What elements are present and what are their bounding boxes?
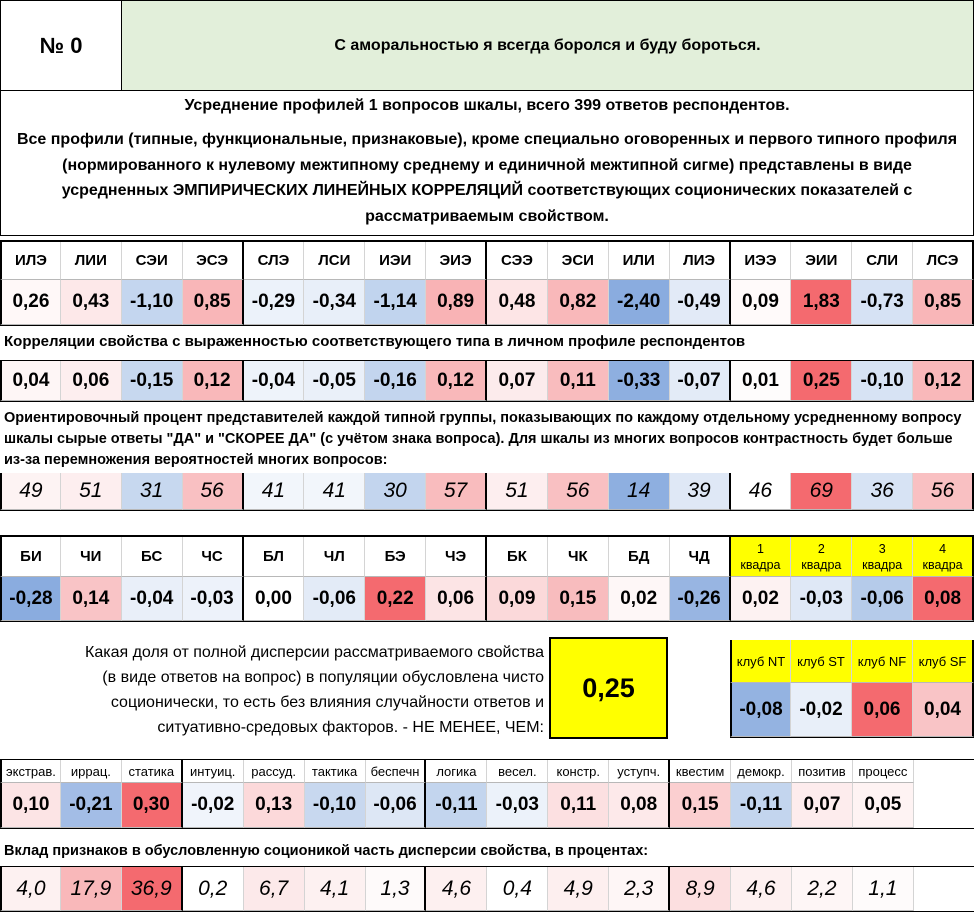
contrib-note: Вклад признаков в обусловленную соционикой часть дисперсии свойства, в процентах: xyxy=(4,843,649,859)
description: Все профили (типные, функциональные, признаковые), кроме специально оговоренных и первого типного профиля (нормированного к нулевому межтипному среднему и единичной межтипной сигме) представлены в виде усредненных ЭМПИРИЧЕСКИХ ЛИНЕЙНЫХ КОРРЕЛЯЦИЙ соответствующих соционических показателей с рассматриваемым свойством. xyxy=(0,121,974,236)
type-pct-cell: 51 xyxy=(487,473,548,510)
function-label: БИ xyxy=(0,537,61,577)
sign-value-cell: -0,11 xyxy=(426,783,487,828)
function-value-cell: 0,02 xyxy=(731,577,792,621)
type-profile-cell: 0,09 xyxy=(731,280,792,325)
corr-note: Корреляции свойства с выраженностью соответствующего типа в личном профиле респондентов xyxy=(4,333,746,350)
sign-contrib-cell: 2,2 xyxy=(792,867,853,911)
subtitle: Усреднение профилей 1 вопросов шкалы, всего 399 ответов респондентов. xyxy=(0,91,974,121)
function-value-cell: -0,26 xyxy=(670,577,731,621)
sign-label: уступч. xyxy=(609,760,670,783)
type-label: СЭЭ xyxy=(487,242,548,280)
sign-contrib-cell: 0,4 xyxy=(487,867,548,911)
function-value-cell: -0,06 xyxy=(852,577,913,621)
sign-value-cell: 0,05 xyxy=(853,783,914,828)
type-pct-cell: 49 xyxy=(0,473,61,510)
sign-label: беспечн xyxy=(366,760,427,783)
type-profile-cell: 0,43 xyxy=(61,280,122,325)
type-corr-cell: -0,05 xyxy=(304,361,365,401)
type-corr-cell: 0,12 xyxy=(913,361,974,401)
sign-contrib-cell: 1,1 xyxy=(853,867,914,911)
club-value-cell: -0,08 xyxy=(730,683,791,737)
type-profile-cell: -0,49 xyxy=(670,280,731,325)
quadra-label: 2 квадра xyxy=(791,537,852,577)
type-label: ИЭИ xyxy=(365,242,426,280)
type-label: ИЛИ xyxy=(609,242,670,280)
function-value-cell: -0,28 xyxy=(0,577,61,621)
type-pct-cell: 56 xyxy=(913,473,974,510)
club-value-cell: -0,02 xyxy=(791,683,852,737)
function-value-cell: -0,06 xyxy=(304,577,365,621)
sign-label: констр. xyxy=(548,760,609,783)
type-corr-cell: 0,25 xyxy=(791,361,852,401)
type-corr-cell: -0,10 xyxy=(852,361,913,401)
sign-contrib-cell: 4,6 xyxy=(731,867,792,911)
club-value-cell: 0,04 xyxy=(913,683,974,737)
function-value-cell: 0,09 xyxy=(487,577,548,621)
clubs-block xyxy=(730,640,974,740)
type-profile-cell: 0,85 xyxy=(913,280,974,325)
function-label: ЧД xyxy=(670,537,731,577)
type-label: ЭИИ xyxy=(791,242,852,280)
sign-label: логика xyxy=(426,760,487,783)
type-corr-cell: 0,06 xyxy=(61,361,122,401)
type-pct-cell: 57 xyxy=(426,473,487,510)
sign-label: статика xyxy=(122,760,183,783)
type-pct-cell: 51 xyxy=(61,473,122,510)
club-label: клуб NT xyxy=(730,640,791,683)
type-corr-cell: 0,07 xyxy=(487,361,548,401)
sign-values-row xyxy=(0,783,974,829)
type-corr-cell: 0,11 xyxy=(548,361,609,401)
sign-value-cell: -0,10 xyxy=(305,783,366,828)
sign-label: демокр. xyxy=(731,760,792,783)
type-profile-cell: 0,89 xyxy=(426,280,487,325)
type-pct-cell: 36 xyxy=(852,473,913,510)
sign-value-cell: -0,02 xyxy=(183,783,244,828)
function-values-row xyxy=(0,577,974,622)
type-label: СЛЭ xyxy=(244,242,305,280)
type-pct-cell: 46 xyxy=(731,473,792,510)
function-label: ЧЛ xyxy=(304,537,365,577)
type-corr-cell: 0,04 xyxy=(0,361,61,401)
question-number: № 0 xyxy=(0,0,122,91)
sign-contrib-row xyxy=(0,866,974,912)
type-profile-cell: 0,26 xyxy=(0,280,61,325)
function-label: ЧС xyxy=(183,537,244,577)
sign-label: позитив xyxy=(792,760,853,783)
sign-label: интуиц. xyxy=(183,760,244,783)
sign-contrib-cell: 1,3 xyxy=(366,867,427,911)
type-profile-cell: -0,34 xyxy=(304,280,365,325)
sign-value-cell: -0,03 xyxy=(487,783,548,828)
type-label: ИЭЭ xyxy=(731,242,792,280)
sign-contrib-cell: 2,3 xyxy=(609,867,670,911)
type-profile-cell: 0,85 xyxy=(183,280,244,325)
functions-header-row xyxy=(0,535,974,577)
sign-label: тактика xyxy=(305,760,366,783)
type-label: ЭСИ xyxy=(548,242,609,280)
type-corr-row xyxy=(0,360,974,402)
type-corr-cell: -0,07 xyxy=(670,361,731,401)
sign-contrib-cell: 4,1 xyxy=(305,867,366,911)
type-pct-cell: 30 xyxy=(365,473,426,510)
sign-contrib-cell: 6,7 xyxy=(244,867,305,911)
sign-label: рассуд. xyxy=(244,760,305,783)
type-corr-cell: -0,16 xyxy=(365,361,426,401)
type-corr-cell: 0,12 xyxy=(183,361,244,401)
type-pct-cell: 41 xyxy=(244,473,305,510)
sign-contrib-cell: 4,9 xyxy=(548,867,609,911)
type-corr-cell: -0,33 xyxy=(609,361,670,401)
function-value-cell: -0,03 xyxy=(791,577,852,621)
sign-contrib-cell: 0,2 xyxy=(183,867,244,911)
type-profile-cell: 0,48 xyxy=(487,280,548,325)
type-pct-cell: 39 xyxy=(670,473,731,510)
sign-value-cell: -0,06 xyxy=(366,783,427,828)
sign-label: весел. xyxy=(487,760,548,783)
sign-label: экстрав. xyxy=(0,760,61,783)
club-value-cell: 0,06 xyxy=(852,683,913,737)
function-value-cell: 0,15 xyxy=(548,577,609,621)
function-value-cell: 0,08 xyxy=(913,577,974,621)
type-pct-row xyxy=(0,473,974,511)
type-corr-cell: 0,12 xyxy=(426,361,487,401)
type-profile-cell: -1,14 xyxy=(365,280,426,325)
function-value-cell: -0,04 xyxy=(122,577,183,621)
type-label: ЛИЭ xyxy=(670,242,731,280)
type-corr-cell: -0,04 xyxy=(244,361,305,401)
function-value-cell: -0,03 xyxy=(183,577,244,621)
variance-value: 0,25 xyxy=(549,637,668,739)
type-profile-cell: -0,29 xyxy=(244,280,305,325)
sign-value-cell: -0,21 xyxy=(61,783,122,828)
type-profile-row xyxy=(0,280,974,326)
type-pct-cell: 14 xyxy=(609,473,670,510)
sign-value-cell: -0,11 xyxy=(731,783,792,828)
type-pct-cell: 41 xyxy=(304,473,365,510)
sign-label: иррац. xyxy=(61,760,122,783)
type-profile-cell: -1,10 xyxy=(122,280,183,325)
type-profile-cell: 0,82 xyxy=(548,280,609,325)
quadra-label: 4 квадра xyxy=(913,537,974,577)
function-label: БК xyxy=(487,537,548,577)
sign-value-cell: 0,15 xyxy=(670,783,731,828)
sign-value-cell: 0,30 xyxy=(122,783,183,828)
sign-value-cell: 0,13 xyxy=(244,783,305,828)
question-statement: С аморальностью я всегда боролся и буду бороться. xyxy=(122,0,974,91)
type-corr-cell: 0,01 xyxy=(731,361,792,401)
function-label: ЧИ xyxy=(61,537,122,577)
function-label: ЧЭ xyxy=(426,537,487,577)
type-profile-cell: -2,40 xyxy=(609,280,670,325)
sign-label: квестим xyxy=(670,760,731,783)
sign-contrib-cell: 4,0 xyxy=(0,867,61,911)
sign-contrib-cell: 8,9 xyxy=(670,867,731,911)
type-label: ЛСИ xyxy=(304,242,365,280)
type-profile-cell: -0,73 xyxy=(852,280,913,325)
types-header-row xyxy=(0,240,974,280)
club-label: клуб SF xyxy=(913,640,974,683)
function-value-cell: 0,02 xyxy=(609,577,670,621)
type-label: СЭИ xyxy=(122,242,183,280)
type-label: СЛИ xyxy=(852,242,913,280)
club-label: клуб NF xyxy=(852,640,913,683)
function-label: БД xyxy=(609,537,670,577)
type-label: ЛИИ xyxy=(61,242,122,280)
type-label: ЭСЭ xyxy=(183,242,244,280)
type-label: ЛСЭ xyxy=(913,242,974,280)
sign-contrib-cell: 17,9 xyxy=(61,867,122,911)
sign-value-cell: 0,07 xyxy=(792,783,853,828)
quadra-label: 1 квадра xyxy=(731,537,792,577)
sign-label: процесс xyxy=(853,760,914,783)
club-label: клуб ST xyxy=(791,640,852,683)
quadra-label: 3 квадра xyxy=(852,537,913,577)
sign-contrib-cell: 4,6 xyxy=(426,867,487,911)
sign-value-cell: 0,11 xyxy=(548,783,609,828)
type-label: ИЛЭ xyxy=(0,242,61,280)
pct-note: Ориентировочный процент представителей каждой типной группы, показывающих по каждому отдельному усредненному вопросу шкалы сырые ответы "ДА" и "СКОРЕЕ ДА" (с учётом знака вопроса). Для шкалы из многих вопросов контрастность будет больше из-за перемножения вероятностей многих вопросов: xyxy=(4,410,962,468)
type-corr-cell: -0,15 xyxy=(122,361,183,401)
function-value-cell: 0,14 xyxy=(61,577,122,621)
signs-header-row xyxy=(0,759,974,783)
function-label: ЧК xyxy=(548,537,609,577)
type-profile-cell: 1,83 xyxy=(791,280,852,325)
sign-value-cell: 0,10 xyxy=(0,783,61,828)
sign-contrib-cell: 36,9 xyxy=(122,867,183,911)
type-pct-cell: 31 xyxy=(122,473,183,510)
type-pct-cell: 56 xyxy=(183,473,244,510)
type-pct-cell: 69 xyxy=(791,473,852,510)
function-value-cell: 0,22 xyxy=(365,577,426,621)
type-pct-cell: 56 xyxy=(548,473,609,510)
type-label: ЭИЭ xyxy=(426,242,487,280)
function-label: БЭ xyxy=(365,537,426,577)
variance-question: Какая доля от полной дисперсии рассматриваемого свойства (в виде ответов на вопрос) в популяции обусловлена чисто соционически, то есть без влияния случайности ответов и ситуативно-средовых факторов. - НЕ МЕНЕЕ, ЧЕМ: xyxy=(85,644,544,736)
function-label: БЛ xyxy=(244,537,305,577)
function-value-cell: 0,06 xyxy=(426,577,487,621)
function-label: БС xyxy=(122,537,183,577)
function-value-cell: 0,00 xyxy=(244,577,305,621)
sign-value-cell: 0,08 xyxy=(609,783,670,828)
